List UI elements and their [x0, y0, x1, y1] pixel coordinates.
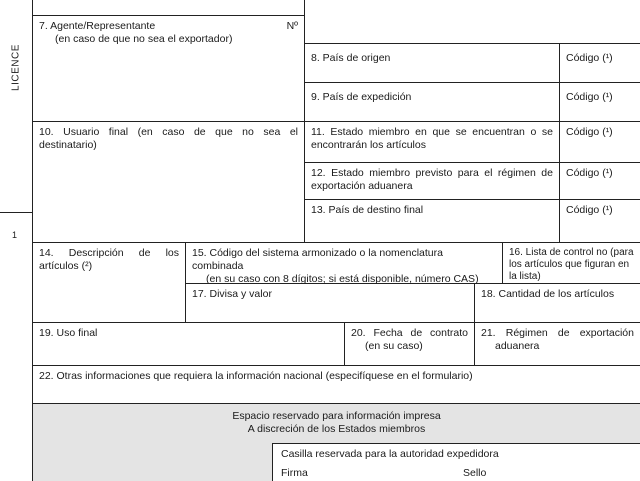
box-15-hs-code[interactable]	[185, 242, 503, 284]
box-12-label: 12. Estado miembro previsto para el régimen de exportación aduanera	[311, 167, 553, 192]
box-15-sub: (en su caso con 8 dígitos; si está disponible, número CAS)	[206, 273, 479, 285]
box-7-no: Nº	[286, 20, 298, 32]
box-20-label: 20. Fecha de contrato	[351, 327, 468, 339]
licence-side-top	[0, 0, 32, 213]
box-10-end-user[interactable]	[32, 121, 305, 243]
box-11-member-state[interactable]	[304, 121, 560, 163]
box-18-label: 18. Cantidad de los artículos	[481, 288, 615, 300]
reserved-line-2: A discreción de los Estados miembros	[247, 423, 426, 435]
box-22-other-info[interactable]	[32, 365, 640, 404]
box-21-customs-regime[interactable]	[474, 322, 640, 366]
box-19-end-use[interactable]	[32, 322, 345, 366]
box-9-code-label: Código (¹)	[566, 91, 613, 103]
box-8-code[interactable]	[559, 43, 640, 83]
box-20-sub: (en su caso)	[365, 340, 423, 352]
box-21-label: 21. Régimen de exportación	[481, 327, 634, 339]
box-7-sub: (en caso de que no sea el exportador)	[55, 33, 233, 45]
licence-side-strip	[0, 0, 33, 242]
box-11-label: 11. Estado miembro en que se encuentran o se encontrarán los artículos	[311, 126, 553, 151]
box-13-code[interactable]	[559, 199, 640, 243]
box-18-quantity[interactable]	[474, 283, 640, 323]
box-8-origin[interactable]	[304, 43, 560, 83]
box-17-currency[interactable]	[185, 283, 475, 323]
issuing-authority-box[interactable]	[272, 443, 640, 481]
box-top-right	[304, 0, 640, 44]
box-7-label: 7. Agente/Representante	[39, 20, 156, 32]
issuing-authority-title: Casilla reservada para la autoridad expedidora	[281, 448, 499, 460]
stamp-label: Sello	[463, 467, 487, 479]
box-8-label: 8. País de origen	[311, 52, 391, 64]
box-10-label: 10. Usuario final (en caso de que no sea el destinatario)	[39, 126, 298, 151]
box-14-label: 14. Descripción de los artículos (²)	[39, 247, 179, 272]
box-11-code[interactable]	[559, 121, 640, 163]
box-14-description[interactable]	[32, 242, 186, 323]
box-9-expedition[interactable]	[304, 82, 560, 122]
box-19-label: 19. Uso final	[39, 327, 98, 339]
box-15-label: 15. Código del sistema armonizado o la nomenclatura combinada	[192, 247, 443, 272]
licence-side-label: LICENCE	[10, 44, 22, 91]
box-17-label: 17. Divisa y valor	[192, 288, 272, 300]
box-21-sub: aduanera	[495, 340, 540, 352]
box-13-code-label: Código (¹)	[566, 204, 613, 216]
licence-side-number: 1	[12, 230, 18, 240]
box-12-code-label: Código (¹)	[566, 167, 613, 179]
box-12-customs-state[interactable]	[304, 162, 560, 200]
box-20-contract-date[interactable]	[344, 322, 475, 366]
box-9-code[interactable]	[559, 82, 640, 122]
reserved-line-1: Espacio reservado para información impresa	[232, 410, 441, 422]
box-6-bottom	[32, 0, 305, 16]
signature-label: Firma	[281, 467, 308, 479]
box-13-destination[interactable]	[304, 199, 560, 243]
box-22-label: 22. Otras informaciones que requiera la información nacional (especifíquese en el formulario)	[39, 370, 473, 382]
box-13-label: 13. País de destino final	[311, 204, 424, 216]
box-9-label: 9. País de expedición	[311, 91, 412, 103]
box-8-code-label: Código (¹)	[566, 52, 613, 64]
box-12-code[interactable]	[559, 162, 640, 200]
box-11-code-label: Código (¹)	[566, 126, 613, 138]
box-16-label: 16. Lista de control no (para los artículos que figuran en la lista)	[509, 247, 634, 282]
box-16-control-list[interactable]	[502, 242, 640, 284]
box-7-agent[interactable]	[32, 15, 305, 122]
